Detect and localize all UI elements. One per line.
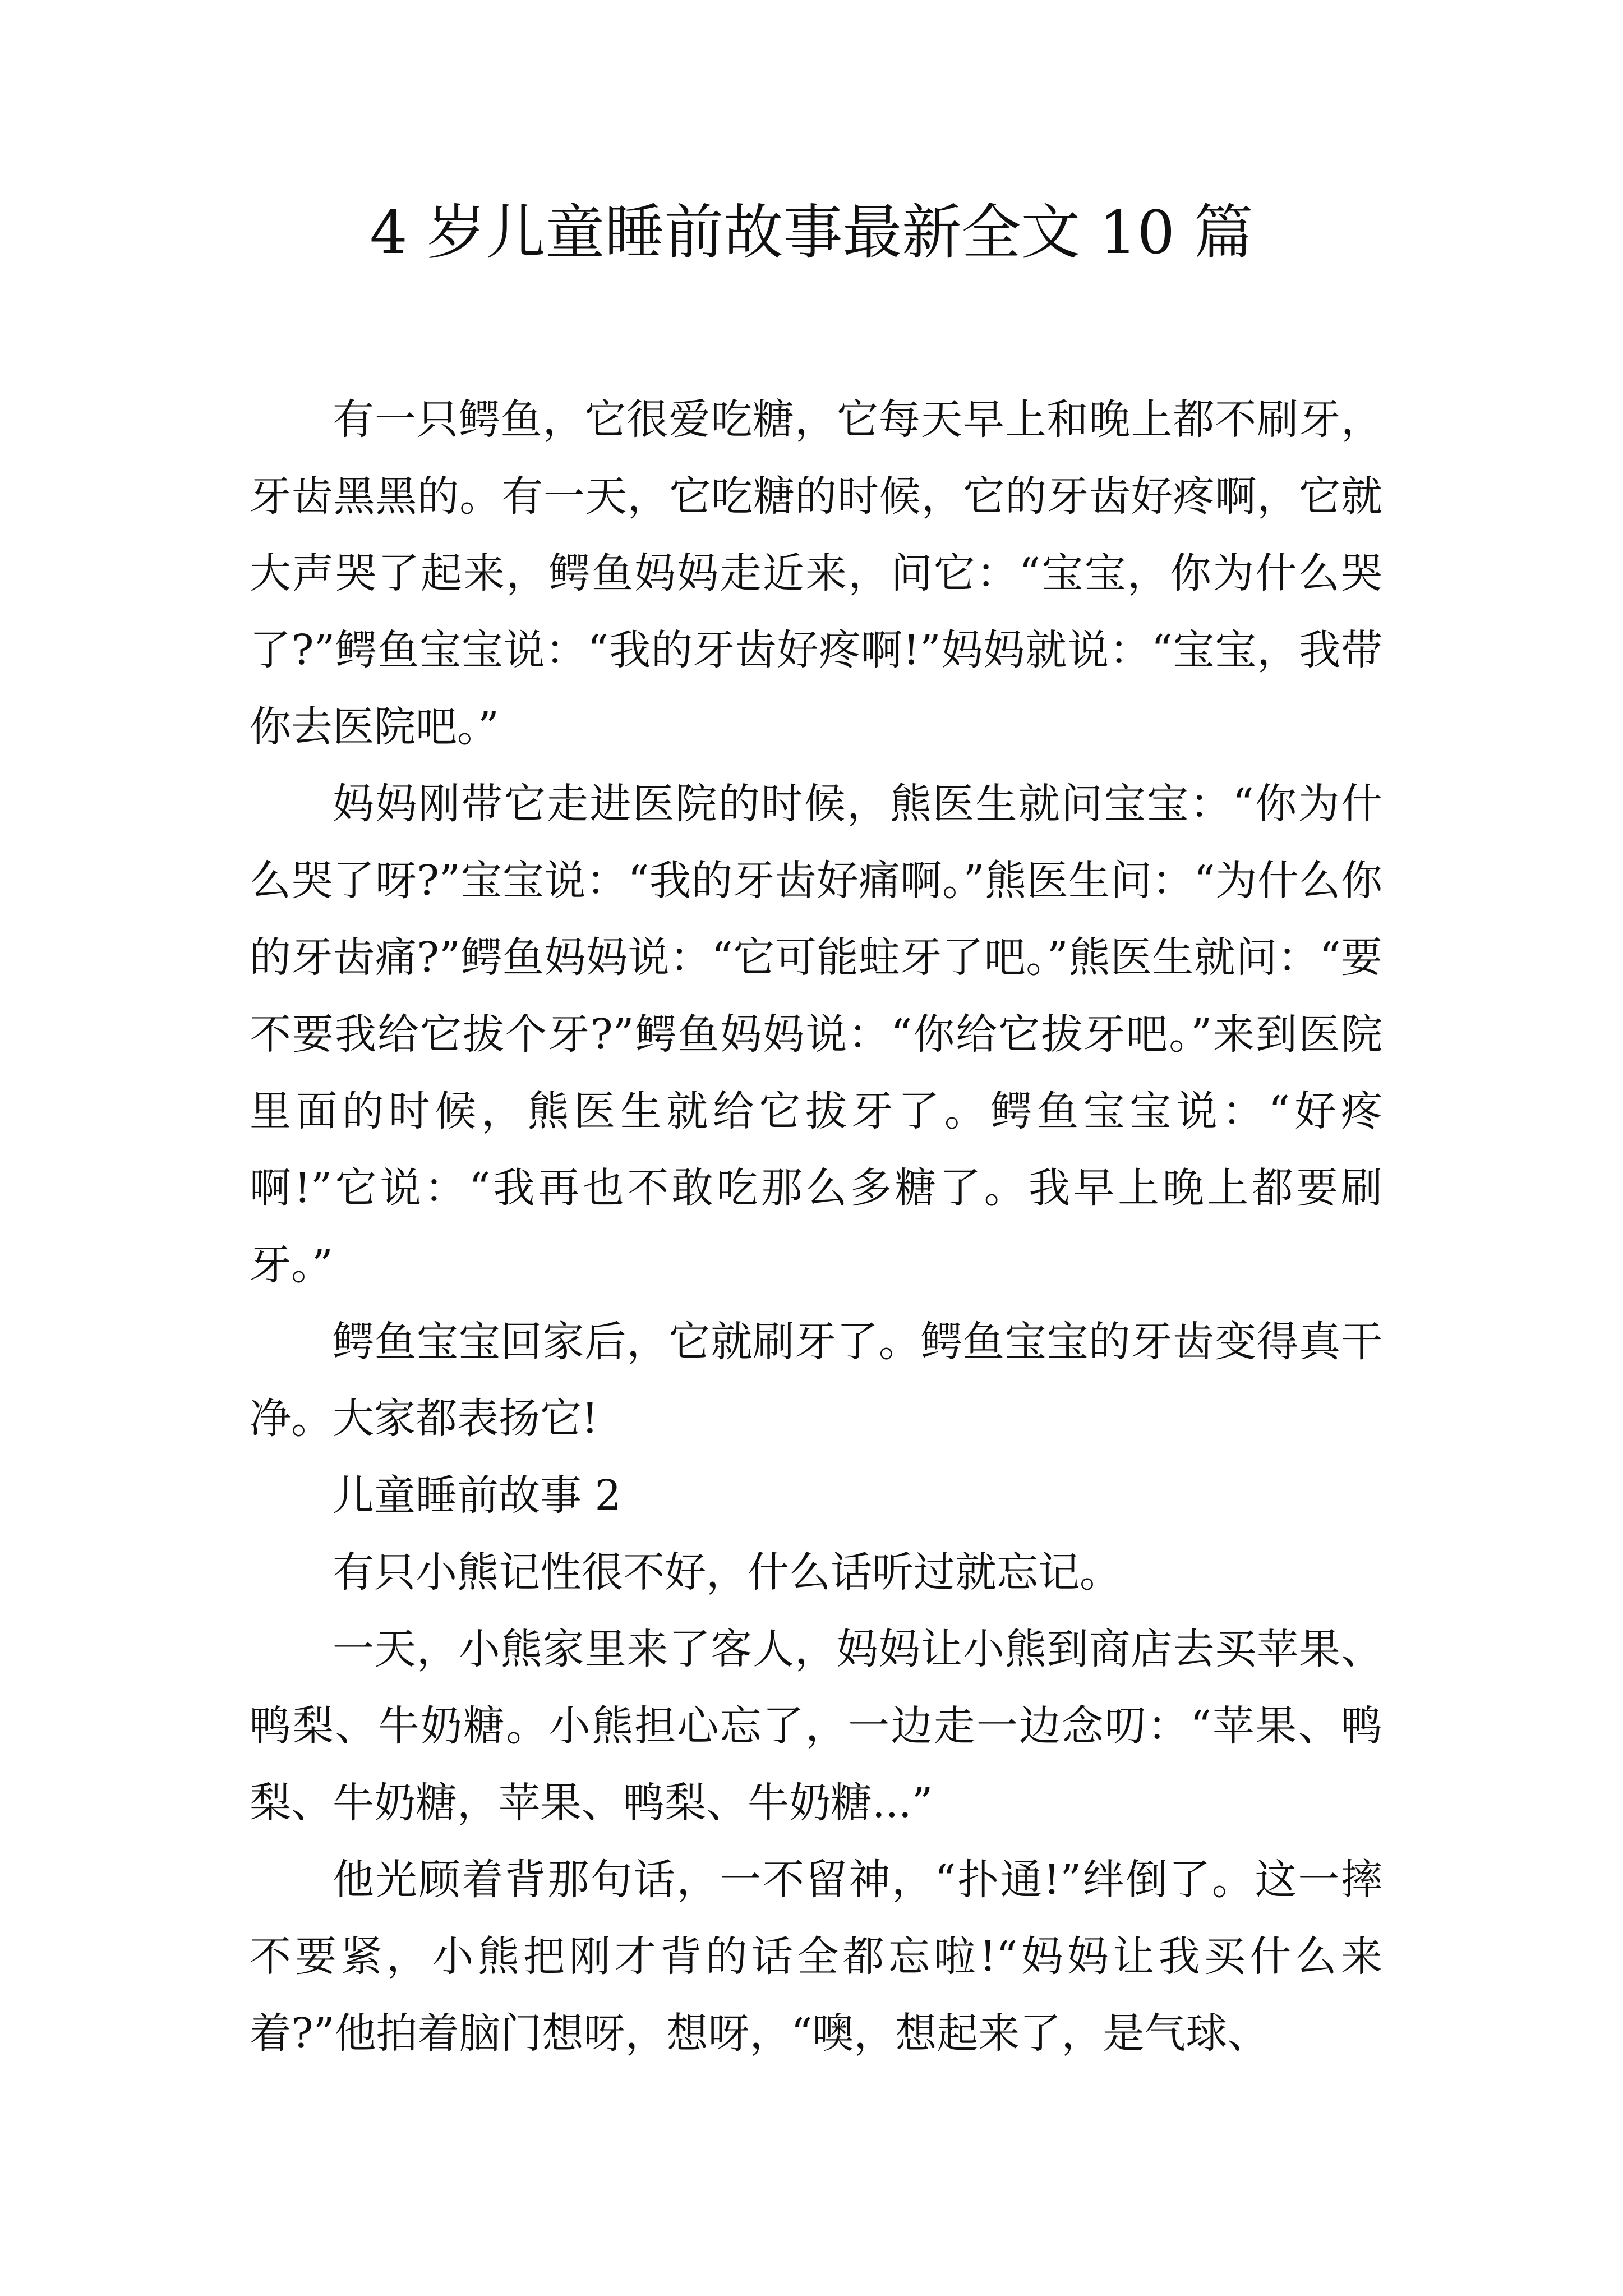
paragraph: 他光顾着背那句话，一不留神，“扑通!”绊倒了。这一摔不要紧，小熊把刚才背的话全都忘啦!“妈妈让我买什么来着?”他拍着脑门想呀，想呀，“噢，想起来了，是气球、 (250, 1856, 1382, 2058)
paragraph: 有只小熊记性很不好，什么话听过就忘记。 (333, 1548, 1121, 1596)
document-title: 4 岁儿童睡前故事最新全文 10 篇 (370, 198, 1253, 267)
document-body (250, 381, 1382, 2072)
section-heading: 儿童睡前故事 2 (333, 1471, 621, 1520)
paragraph: 有一只鳄鱼，它很爱吃糖，它每天早上和晚上都不刷牙，牙齿黑黑的。有一天，它吃糖的时候，它的牙齿好疼啊，它就大声哭了起来，鳄鱼妈妈走近来，问它：“宝宝，你为什么哭了?”鳄鱼宝宝说：“我的牙齿好疼啊!”妈妈就说：“宝宝，我带你去医院吧。” (250, 395, 1382, 751)
paragraph: 妈妈刚带它走进医院的时候，熊医生就问宝宝：“你为什么哭了呀?”宝宝说：“我的牙齿好痛啊。”熊医生问：“为什么你的牙齿痛?”鳄鱼妈妈说：“它可能蛀牙了吧。”熊医生就问：“要不要我给它拔个牙?”鳄鱼妈妈说：“你给它拔牙吧。”来到医院里面的时候，熊医生就给它拔牙了。鳄鱼宝宝说：“好疼啊!”它说：“我再也不敢吃那么多糖了。我早上晚上都要刷牙。” (250, 780, 1382, 1289)
paragraph: 鳄鱼宝宝回家后，它就刷牙了。鳄鱼宝宝的牙齿变得真干净。大家都表扬它! (250, 1318, 1382, 1443)
paragraph: 一天，小熊家里来了客人，妈妈让小熊到商店去买苹果、鸭梨、牛奶糖。小熊担心忘了，一边走一边念叨：“苹果、鸭梨、牛奶糖，苹果、鸭梨、牛奶糖...” (250, 1625, 1382, 1827)
